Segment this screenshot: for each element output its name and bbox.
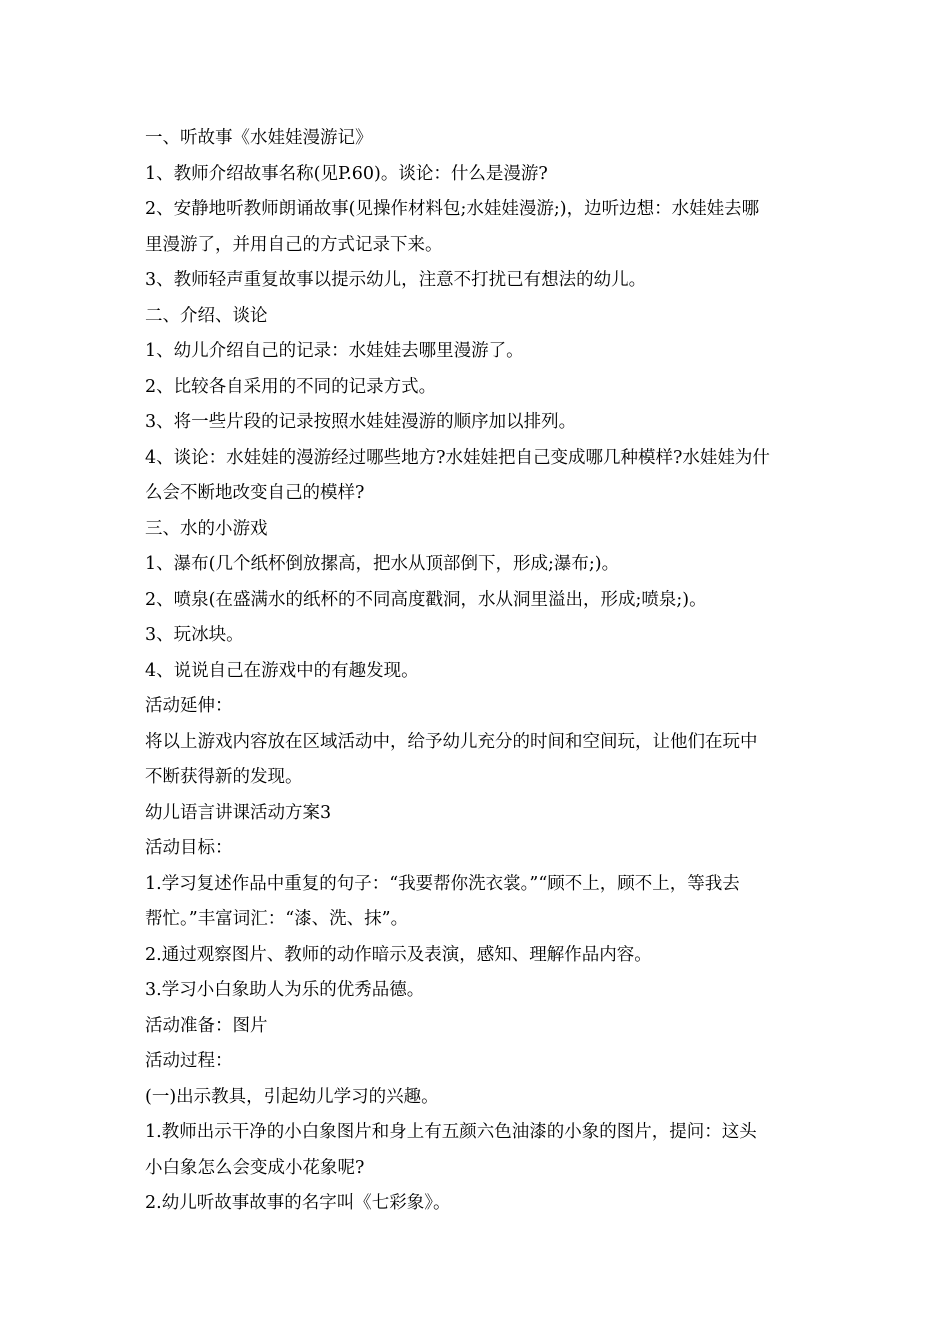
- section-heading: 三、水的小游戏: [145, 518, 268, 539]
- text-line: 不断获得新的发现。: [145, 767, 303, 787]
- text-line: 一、听故事《水娃娃漫游记》: [145, 128, 373, 148]
- text-line: 3、教师轻声重复故事以提示幼儿，注意不打扰已有想法的幼儿。: [145, 270, 647, 290]
- text-line: (一)出示教具，引起幼儿学习的兴趣。: [145, 1086, 439, 1107]
- text-line: 帮忙。”丰富词汇：“漆、洗、抹”。: [145, 909, 409, 929]
- document-title: 幼儿语言讲课活动方案3: [145, 802, 332, 823]
- text-line: 1、瀑布(几个纸杯倒放摞高，把水从顶部倒下，形成;瀑布;)。: [145, 554, 620, 574]
- text-line: 里漫游了，并用自己的方式记录下来。: [145, 234, 443, 255]
- text-line: 1.教师出示干净的小白象图片和身上有五颜六色油漆的小象的图片，提问：这头: [145, 1122, 757, 1142]
- text-line: 2、安静地听教师朗诵故事(见操作材料包;水娃娃漫游;)，边听边想：水娃娃去哪: [145, 199, 760, 219]
- text-line: 2、喷泉(在盛满水的纸杯的不同高度戳洞，水从洞里溢出，形成;喷泉;)。: [145, 589, 707, 610]
- text-line: 2、比较各自采用的不同的记录方式。: [145, 376, 437, 397]
- text-line: 2.幼儿听故事故事的名字叫《七彩象》。: [145, 1193, 451, 1213]
- text-line: 1.学习复述作品中重复的句子：“我要帮你洗衣裳。”“顾不上，顾不上，等我去: [145, 873, 740, 894]
- text-line: 2.通过观察图片、教师的动作暗示及表演，感知、理解作品内容。: [145, 944, 652, 965]
- document-body: [145, 121, 809, 1222]
- section-heading: 活动延伸：: [145, 696, 233, 716]
- section-heading: 活动准备：图片: [145, 1015, 268, 1036]
- text-line: 3、玩冰块。: [145, 625, 244, 645]
- text-line: 1、教师介绍故事名称(见P.60)。谈论：什么是漫游?: [145, 163, 548, 184]
- text-line: 将以上游戏内容放在区域活动中，给予幼儿充分的时间和空间玩，让他们在玩中: [145, 731, 758, 752]
- text-line: 4、说说自己在游戏中的有趣发现。: [145, 660, 419, 681]
- text-line: 小白象怎么会变成小花象呢?: [145, 1157, 365, 1178]
- text-line: 1、幼儿介绍自己的记录：水娃娃去哪里漫游了。: [145, 341, 524, 361]
- section-heading: 活动过程：: [145, 1051, 233, 1071]
- section-heading: 二、介绍、谈论: [145, 305, 268, 326]
- section-heading: 活动目标：: [145, 838, 233, 858]
- text-line: 3.学习小白象助人为乐的优秀品德。: [145, 980, 425, 1000]
- text-line: 3、将一些片段的记录按照水娃娃漫游的顺序加以排列。: [145, 412, 577, 432]
- text-line: 4、谈论：水娃娃的漫游经过哪些地方?水娃娃把自己变成哪几种模样?水娃娃为什: [145, 447, 770, 468]
- text-line: 么会不断地改变自己的模样?: [145, 483, 365, 503]
